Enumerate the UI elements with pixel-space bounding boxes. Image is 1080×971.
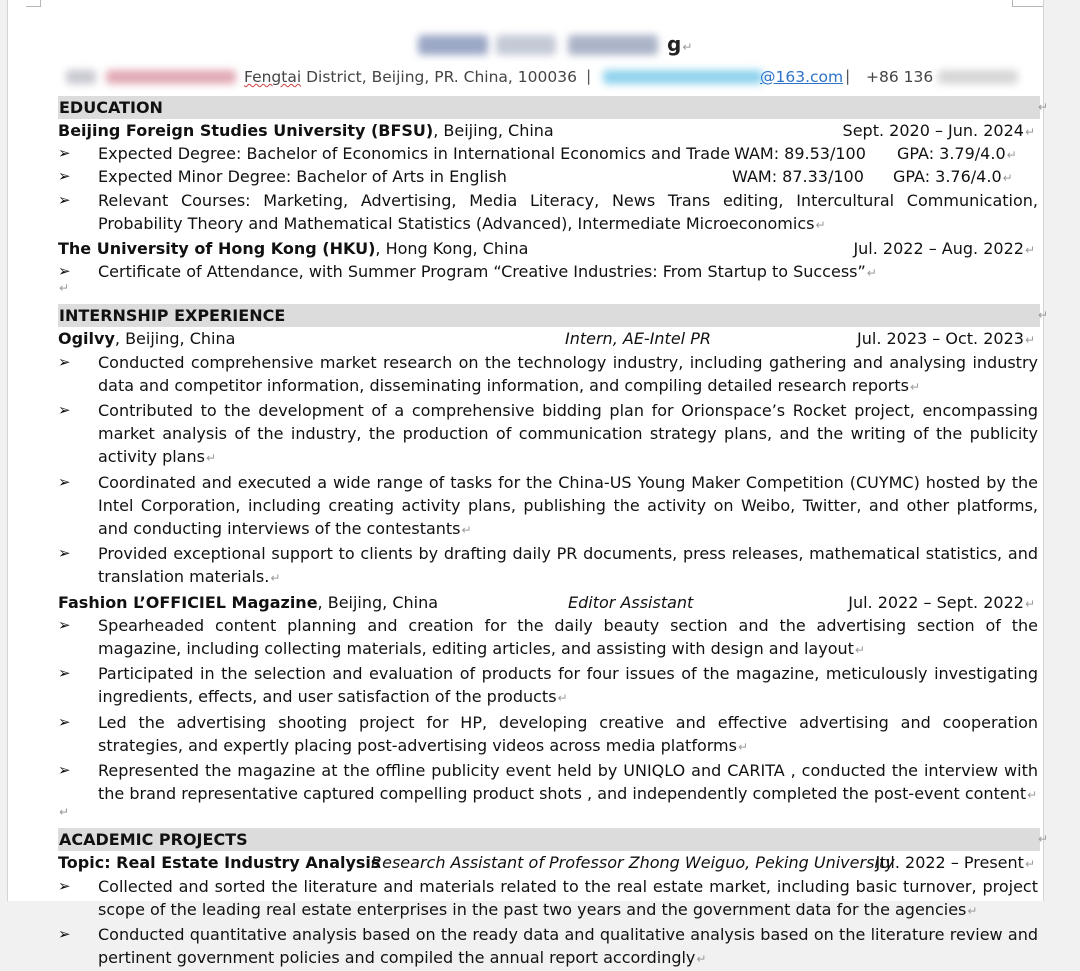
empty-paragraph: ↵ — [59, 281, 70, 296]
fashion-bullet-4: ➢ Represented the magazine at the offline publicity event held by UNIQLO and CARITA , conducted the interview with the brand representative captured compelling product shots , and independently completed the post-event content↵ — [58, 760, 1038, 804]
bullet-arrow-icon: ➢ — [58, 760, 71, 779]
contact-email-link[interactable]: @163.com — [603, 68, 833, 88]
fashion-header: Fashion L’OFFICIEL Magazine, Beijing, China Editor Assistant Jul. 2022 – Sept. 2022↵ — [58, 592, 1035, 612]
section-header-academic: ACADEMIC PROJECTS ↵ — [59, 830, 1048, 850]
academic-bullet-2: ➢ Conducted quantitative analysis based on the ready data and qualitative analysis based on the literature review and pertinent government policies and compiled the annual report accordingly↵ — [58, 924, 1038, 968]
bfsu-header: Beijing Foreign Studies University (BFSU), Beijing, China Sept. 2020 – Jun. 2024↵ — [58, 121, 1035, 140]
bullet-arrow-icon: ➢ — [58, 262, 71, 281]
page-corner-mark-left — [26, 0, 41, 7]
academic-bullet-1: ➢ Collected and sorted the literature and materials related to the real estate market, including basic turnover, project scope of the leading real estate enterprises in the past two years and the government data for the agencies↵ — [58, 876, 1038, 919]
bullet-arrow-icon: ➢ — [58, 924, 71, 943]
ogilvy-bullet-4: ➢ Provided exceptional support to clients by drafting daily PR documents, press releases, mathematical statistics, and translation materials.↵ — [58, 544, 1038, 587]
contact-separator-2: | — [845, 67, 851, 85]
empty-paragraph: ↵ — [59, 805, 70, 820]
bullet-arrow-icon: ➢ — [58, 876, 71, 895]
name-visible-letter: g↵ — [667, 32, 693, 56]
academic-header: Topic: Real Estate Industry Analysis Research Assistant of Professor Zhong Weiguo, Peking University Jul. 2022 – Present↵ — [58, 853, 1035, 873]
bullet-arrow-icon: ➢ — [58, 190, 71, 209]
page-corner-mark-right — [1012, 0, 1043, 7]
bfsu-degree-bullet: ➢ Expected Degree: Bachelor of Economics in International Economics and Trade WAM: 89.53/100 GPA: 3.79/4.0↵ — [58, 142, 1038, 165]
bullet-arrow-icon: ➢ — [58, 664, 71, 683]
fashion-bullet-1: ➢ Spearheaded content planning and creation for the daily beauty section and the advertising section of the magazine, including collecting materials, editing articles, and assisting with design and layout↵ — [58, 615, 1038, 658]
contact-phone: +86 136 — [866, 68, 934, 86]
bullet-arrow-icon: ➢ — [58, 544, 71, 563]
hku-header: The University of Hong Kong (HKU), Hong Kong, China Jul. 2022 – Aug. 2022↵ — [58, 238, 1035, 258]
resume-body — [58, 96, 1048, 971]
fashion-bullet-3: ➢ Led the advertising shooting project for HP, developing creative and effective advertising and cooperation strategies, and expertly placing post-advertising videos across media platforms↵ — [58, 712, 1038, 755]
bullet-arrow-icon: ➢ — [58, 352, 71, 371]
contact-address: Fengtai District, Beijing, PR. China, 100036 — [244, 68, 577, 86]
bullet-arrow-icon: ➢ — [58, 472, 71, 491]
ogilvy-bullet-3: ➢ Coordinated and executed a wide range of tasks for the China-US Young Maker Competition (CUYMC) hosted by the Intel Corporation, including creating activity plans, publishing the activity on Weibo, Twitter, and other platforms, and conducting interviews of the contestants↵ — [58, 472, 1038, 538]
section-header-education: EDUCATION ↵ — [59, 98, 1048, 117]
fashion-bullet-2: ➢ Participated in the selection and evaluation of products for four issues of the magazine, meticulously investigating ingredients, effects, and user satisfaction of the products↵ — [58, 664, 1038, 707]
bullet-arrow-icon: ➢ — [58, 400, 71, 419]
bullet-arrow-icon: ➢ — [58, 144, 71, 163]
resume-name-redacted — [408, 32, 708, 58]
contact-separator: | — [586, 67, 592, 85]
ogilvy-header: Ogilvy, Beijing, China Intern, AE-Intel PR Jul. 2023 – Oct. 2023↵ — [58, 329, 1035, 349]
section-header-internship: INTERNSHIP EXPERIENCE ↵ — [59, 306, 1048, 326]
bullet-arrow-icon: ➢ — [58, 712, 71, 731]
document-page — [7, 0, 1048, 968]
bfsu-minor-bullet: ➢ Expected Minor Degree: Bachelor of Arts in English WAM: 87.33/100 GPA: 3.76/4.0↵ — [58, 165, 1038, 188]
hku-bullet: ➢ Certificate of Attendance, with Summer Program “Creative Industries: From Startup to Success”↵ — [58, 260, 1038, 283]
ogilvy-bullet-2: ➢ Contributed to the development of a comprehensive bidding plan for Orionspace’s Rocket project, encompassing market analysis of the industry, the production of communication strategy plans, and the writing of the publicity activity plans↵ — [58, 400, 1038, 467]
ogilvy-bullet-1: ➢ Conducted comprehensive market research on the technology industry, including gathering and analysing industry data and competitor information, disseminating information, and compiling detailed research reports↵ — [58, 352, 1038, 395]
contact-line — [58, 67, 1038, 89]
bullet-arrow-icon: ➢ — [58, 167, 71, 186]
bullet-arrow-icon: ➢ — [58, 615, 71, 634]
bfsu-courses-bullet: ➢ Relevant Courses: Marketing, Advertising, Media Literacy, News Trans editing, Intercultural Communication, Probability Theory and Mathematical Statistics (Advanced), Intermediate Microeconomics↵ — [58, 190, 1038, 233]
